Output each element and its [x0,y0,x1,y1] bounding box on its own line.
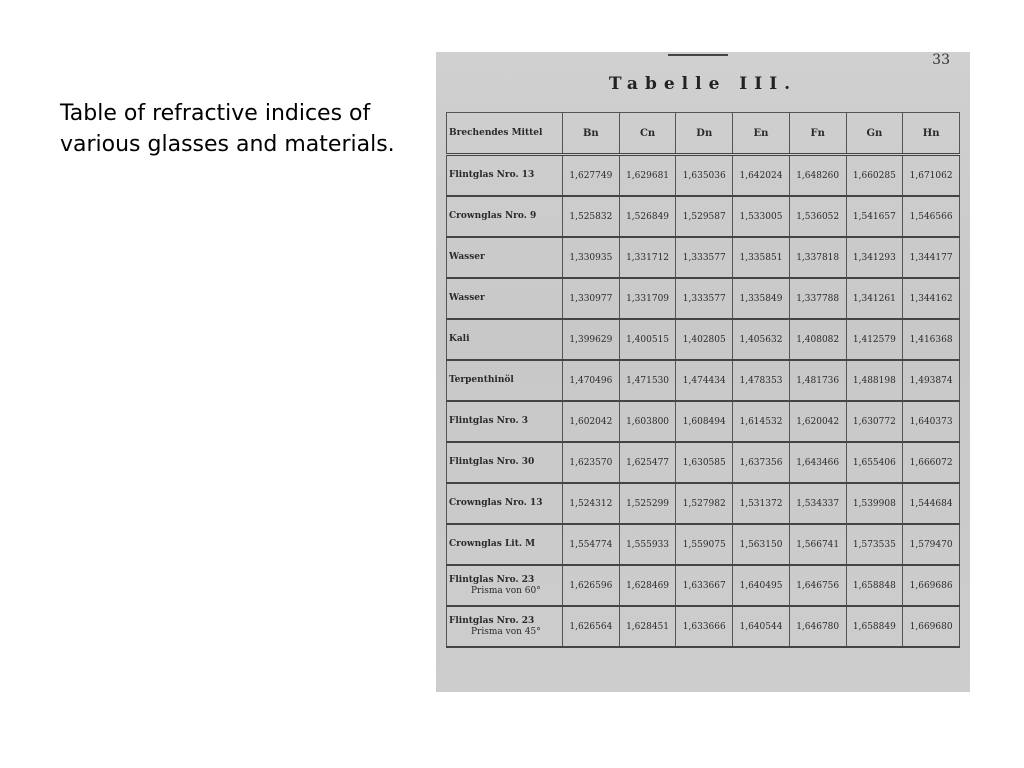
medium-cell [447,237,563,278]
index-value-cell: 1,474434 [676,360,733,401]
index-value-cell: 1,527982 [676,483,733,524]
index-value-cell: 1,643466 [789,442,846,483]
medium-cell [447,360,563,401]
table-row [447,237,960,278]
table-row [447,196,960,237]
index-value-cell: 1,344177 [903,237,960,278]
index-value-cell: 1,646780 [789,606,846,647]
index-value-cell: 1,493874 [903,360,960,401]
index-value-cell: 1,337788 [789,278,846,319]
index-value-cell: 1,555933 [619,524,676,565]
index-value-cell: 1,344162 [903,278,960,319]
index-value-cell: 1,408082 [789,319,846,360]
medium-cell [447,278,563,319]
index-value-cell: 1,471530 [619,360,676,401]
medium-name: Terpenthinöl [449,375,514,385]
index-value-cell: 1,628469 [619,565,676,606]
index-value-cell: 1,573535 [846,524,903,565]
table-row [447,401,960,442]
index-value-cell: 1,629681 [619,155,676,197]
table-body [447,155,960,648]
index-value-cell: 1,579470 [903,524,960,565]
header-rule [668,54,728,56]
index-value-cell: 1,337818 [789,237,846,278]
index-value-cell: 1,546566 [903,196,960,237]
index-value-cell: 1,330935 [563,237,620,278]
index-value-cell: 1,333577 [676,237,733,278]
medium-name: Flintglas Nro. 23 [449,574,535,585]
index-value-cell: 1,658849 [846,606,903,647]
column-header-en: En [733,113,790,155]
table-row [447,319,960,360]
index-value-cell: 1,478353 [733,360,790,401]
index-value-cell: 1,628451 [619,606,676,647]
index-value-cell: 1,544684 [903,483,960,524]
table-title: Tabelle III. [608,74,798,94]
index-value-cell: 1,566741 [789,524,846,565]
index-value-cell: 1,637356 [733,442,790,483]
medium-cell [447,319,563,360]
index-value-cell: 1,630585 [676,442,733,483]
medium-cell [447,483,563,524]
index-value-cell: 1,669686 [903,565,960,606]
column-header-cn: Cn [619,113,676,155]
index-value-cell: 1,335849 [733,278,790,319]
medium-cell [447,196,563,237]
index-value-cell: 1,529587 [676,196,733,237]
index-value-cell: 1,534337 [789,483,846,524]
medium-cell [447,401,563,442]
index-value-cell: 1,623570 [563,442,620,483]
index-value-cell: 1,559075 [676,524,733,565]
index-value-cell: 1,627749 [563,155,620,197]
index-value-cell: 1,660285 [846,155,903,197]
index-value-cell: 1,630772 [846,401,903,442]
medium-cell [447,155,563,197]
table-row [447,278,960,319]
table-header-row [447,113,960,155]
index-value-cell: 1,602042 [563,401,620,442]
table-row [447,155,960,197]
medium-cell [447,606,563,647]
column-header-hn: Hn [903,113,960,155]
table-row [447,606,960,647]
index-value-cell: 1,633666 [676,606,733,647]
column-header-bn: Bn [563,113,620,155]
column-header-gn: Gn [846,113,903,155]
index-value-cell: 1,640495 [733,565,790,606]
refractive-index-table [446,112,960,648]
index-value-cell: 1,655406 [846,442,903,483]
index-value-cell: 1,533005 [733,196,790,237]
index-value-cell: 1,331712 [619,237,676,278]
index-value-cell: 1,405632 [733,319,790,360]
column-header-fn: Fn [789,113,846,155]
index-value-cell: 1,646756 [789,565,846,606]
index-value-cell: 1,633667 [676,565,733,606]
index-value-cell: 1,603800 [619,401,676,442]
medium-note: Prisma von 60° [471,585,541,596]
medium-cell [447,565,563,606]
medium-note: Prisma von 45° [471,626,541,637]
index-value-cell: 1,331709 [619,278,676,319]
scanned-table-image [436,52,970,692]
table-row [447,565,960,606]
medium-name: Kali [449,334,470,344]
index-value-cell: 1,399629 [563,319,620,360]
index-value-cell: 1,341293 [846,237,903,278]
index-value-cell: 1,608494 [676,401,733,442]
page-number: 33 [932,52,950,68]
index-value-cell: 1,669680 [903,606,960,647]
medium-name: Wasser [449,252,485,262]
index-value-cell: 1,481736 [789,360,846,401]
index-value-cell: 1,658848 [846,565,903,606]
index-value-cell: 1,525832 [563,196,620,237]
index-value-cell: 1,416368 [903,319,960,360]
index-value-cell: 1,402805 [676,319,733,360]
index-value-cell: 1,642024 [733,155,790,197]
medium-name: Crownglas Nro. 13 [449,498,543,508]
index-value-cell: 1,412579 [846,319,903,360]
index-value-cell: 1,525299 [619,483,676,524]
index-value-cell: 1,640373 [903,401,960,442]
index-value-cell: 1,620042 [789,401,846,442]
column-header-dn: Dn [676,113,733,155]
index-value-cell: 1,554774 [563,524,620,565]
medium-name: Crownglas Lit. M [449,539,536,549]
index-value-cell: 1,470496 [563,360,620,401]
index-value-cell: 1,626596 [563,565,620,606]
table-row [447,360,960,401]
medium-name: Flintglas Nro. 30 [449,457,535,467]
slide-caption: Table of refractive indices of various glasses and materials. [60,101,395,157]
medium-cell [447,442,563,483]
index-value-cell: 1,335851 [733,237,790,278]
index-value-cell: 1,648260 [789,155,846,197]
medium-name: Flintglas Nro. 23 [449,615,535,626]
index-value-cell: 1,539908 [846,483,903,524]
index-value-cell: 1,488198 [846,360,903,401]
index-value-cell: 1,626564 [563,606,620,647]
index-value-cell: 1,536052 [789,196,846,237]
index-value-cell: 1,333577 [676,278,733,319]
index-value-cell: 1,635036 [676,155,733,197]
medium-name: Crownglas Nro. 9 [449,211,537,221]
index-value-cell: 1,625477 [619,442,676,483]
index-value-cell: 1,666072 [903,442,960,483]
column-header-medium: Brechendes Mittel [447,113,563,155]
table-row [447,524,960,565]
index-value-cell: 1,614532 [733,401,790,442]
index-value-cell: 1,330977 [563,278,620,319]
index-value-cell: 1,563150 [733,524,790,565]
medium-name: Flintglas Nro. 13 [449,170,535,180]
index-value-cell: 1,341261 [846,278,903,319]
medium-name: Wasser [449,293,485,303]
index-value-cell: 1,531372 [733,483,790,524]
index-value-cell: 1,524312 [563,483,620,524]
table-row [447,442,960,483]
index-value-cell: 1,671062 [903,155,960,197]
index-value-cell: 1,541657 [846,196,903,237]
medium-cell [447,524,563,565]
index-value-cell: 1,640544 [733,606,790,647]
index-value-cell: 1,526849 [619,196,676,237]
table-row [447,483,960,524]
index-value-cell: 1,400515 [619,319,676,360]
medium-name: Flintglas Nro. 3 [449,416,529,426]
